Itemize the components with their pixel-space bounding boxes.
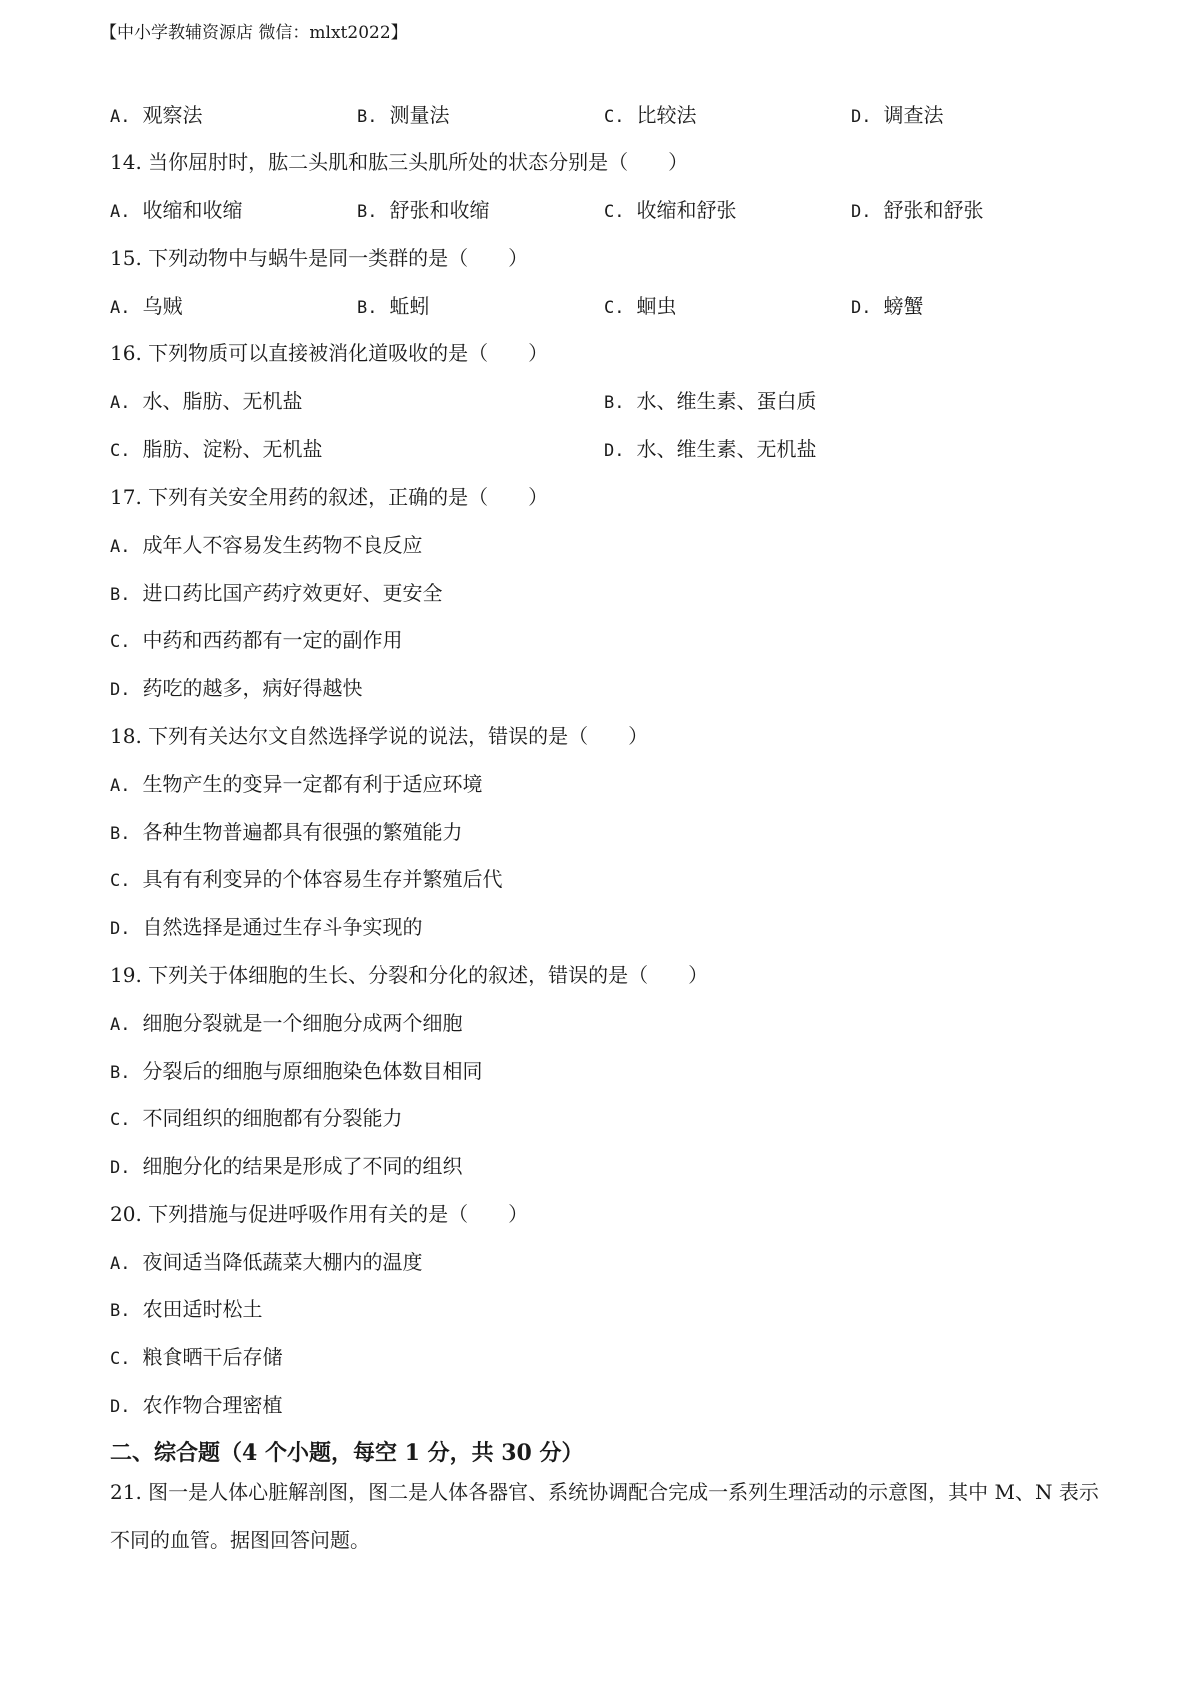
q14-option-d: D. 舒张和舒张 bbox=[851, 198, 984, 222]
q15-option-a: A. 乌贼 bbox=[110, 294, 183, 318]
q14-stem: 14. 当你屈肘时，肱二头肌和肱三头肌所处的状态分别是（ ） bbox=[110, 150, 689, 174]
q15-option-d: D. 螃蟹 bbox=[851, 294, 924, 318]
q18-stem: 18. 下列有关达尔文自然选择学说的说法，错误的是（ ） bbox=[110, 724, 649, 748]
q16-option-b: B. 水、维生素、蛋白质 bbox=[604, 389, 817, 413]
q14-option-a: A. 收缩和收缩 bbox=[110, 198, 243, 222]
section-heading: 二、综合题（4 个小题，每空 1 分，共 30 分） bbox=[110, 1440, 584, 1466]
q16-option-c: C. 脂肪、淀粉、无机盐 bbox=[110, 437, 323, 461]
q20-stem: 20. 下列措施与促进呼吸作用有关的是（ ） bbox=[110, 1202, 529, 1226]
q19-stem: 19. 下列关于体细胞的生长、分裂和分化的叙述，错误的是（ ） bbox=[110, 963, 709, 987]
q15-option-b: B. 蚯蚓 bbox=[357, 294, 430, 318]
q21-stem: 21. 图一是人体心脏解剖图，图二是人体各器官、系统协调配合完成一系列生理活动的示意图，其中 M、N 表示不同的血管。据图回答问题。 bbox=[110, 1480, 1099, 1552]
watermark-header: 【中小学教辅资源店 微信：mlxt2022】 bbox=[100, 23, 408, 43]
q13-option-b: B. 测量法 bbox=[357, 103, 450, 127]
q16-option-d: D. 水、维生素、无机盐 bbox=[604, 437, 817, 461]
q16-stem: 16. 下列物质可以直接被消化道吸收的是（ ） bbox=[110, 341, 549, 365]
q15-option-c: C. 蛔虫 bbox=[604, 294, 677, 318]
q13-option-d: D. 调查法 bbox=[851, 103, 944, 127]
q17-stem: 17. 下列有关安全用药的叙述，正确的是（ ） bbox=[110, 485, 549, 509]
q13-option-a: A. 观察法 bbox=[110, 103, 203, 127]
q14-option-b: B. 舒张和收缩 bbox=[357, 198, 490, 222]
q16-option-a: A. 水、脂肪、无机盐 bbox=[110, 389, 303, 413]
q15-stem: 15. 下列动物中与蜗牛是同一类群的是（ ） bbox=[110, 246, 529, 270]
q13-option-c: C. 比较法 bbox=[604, 103, 697, 127]
q14-option-c: C. 收缩和舒张 bbox=[604, 198, 737, 222]
